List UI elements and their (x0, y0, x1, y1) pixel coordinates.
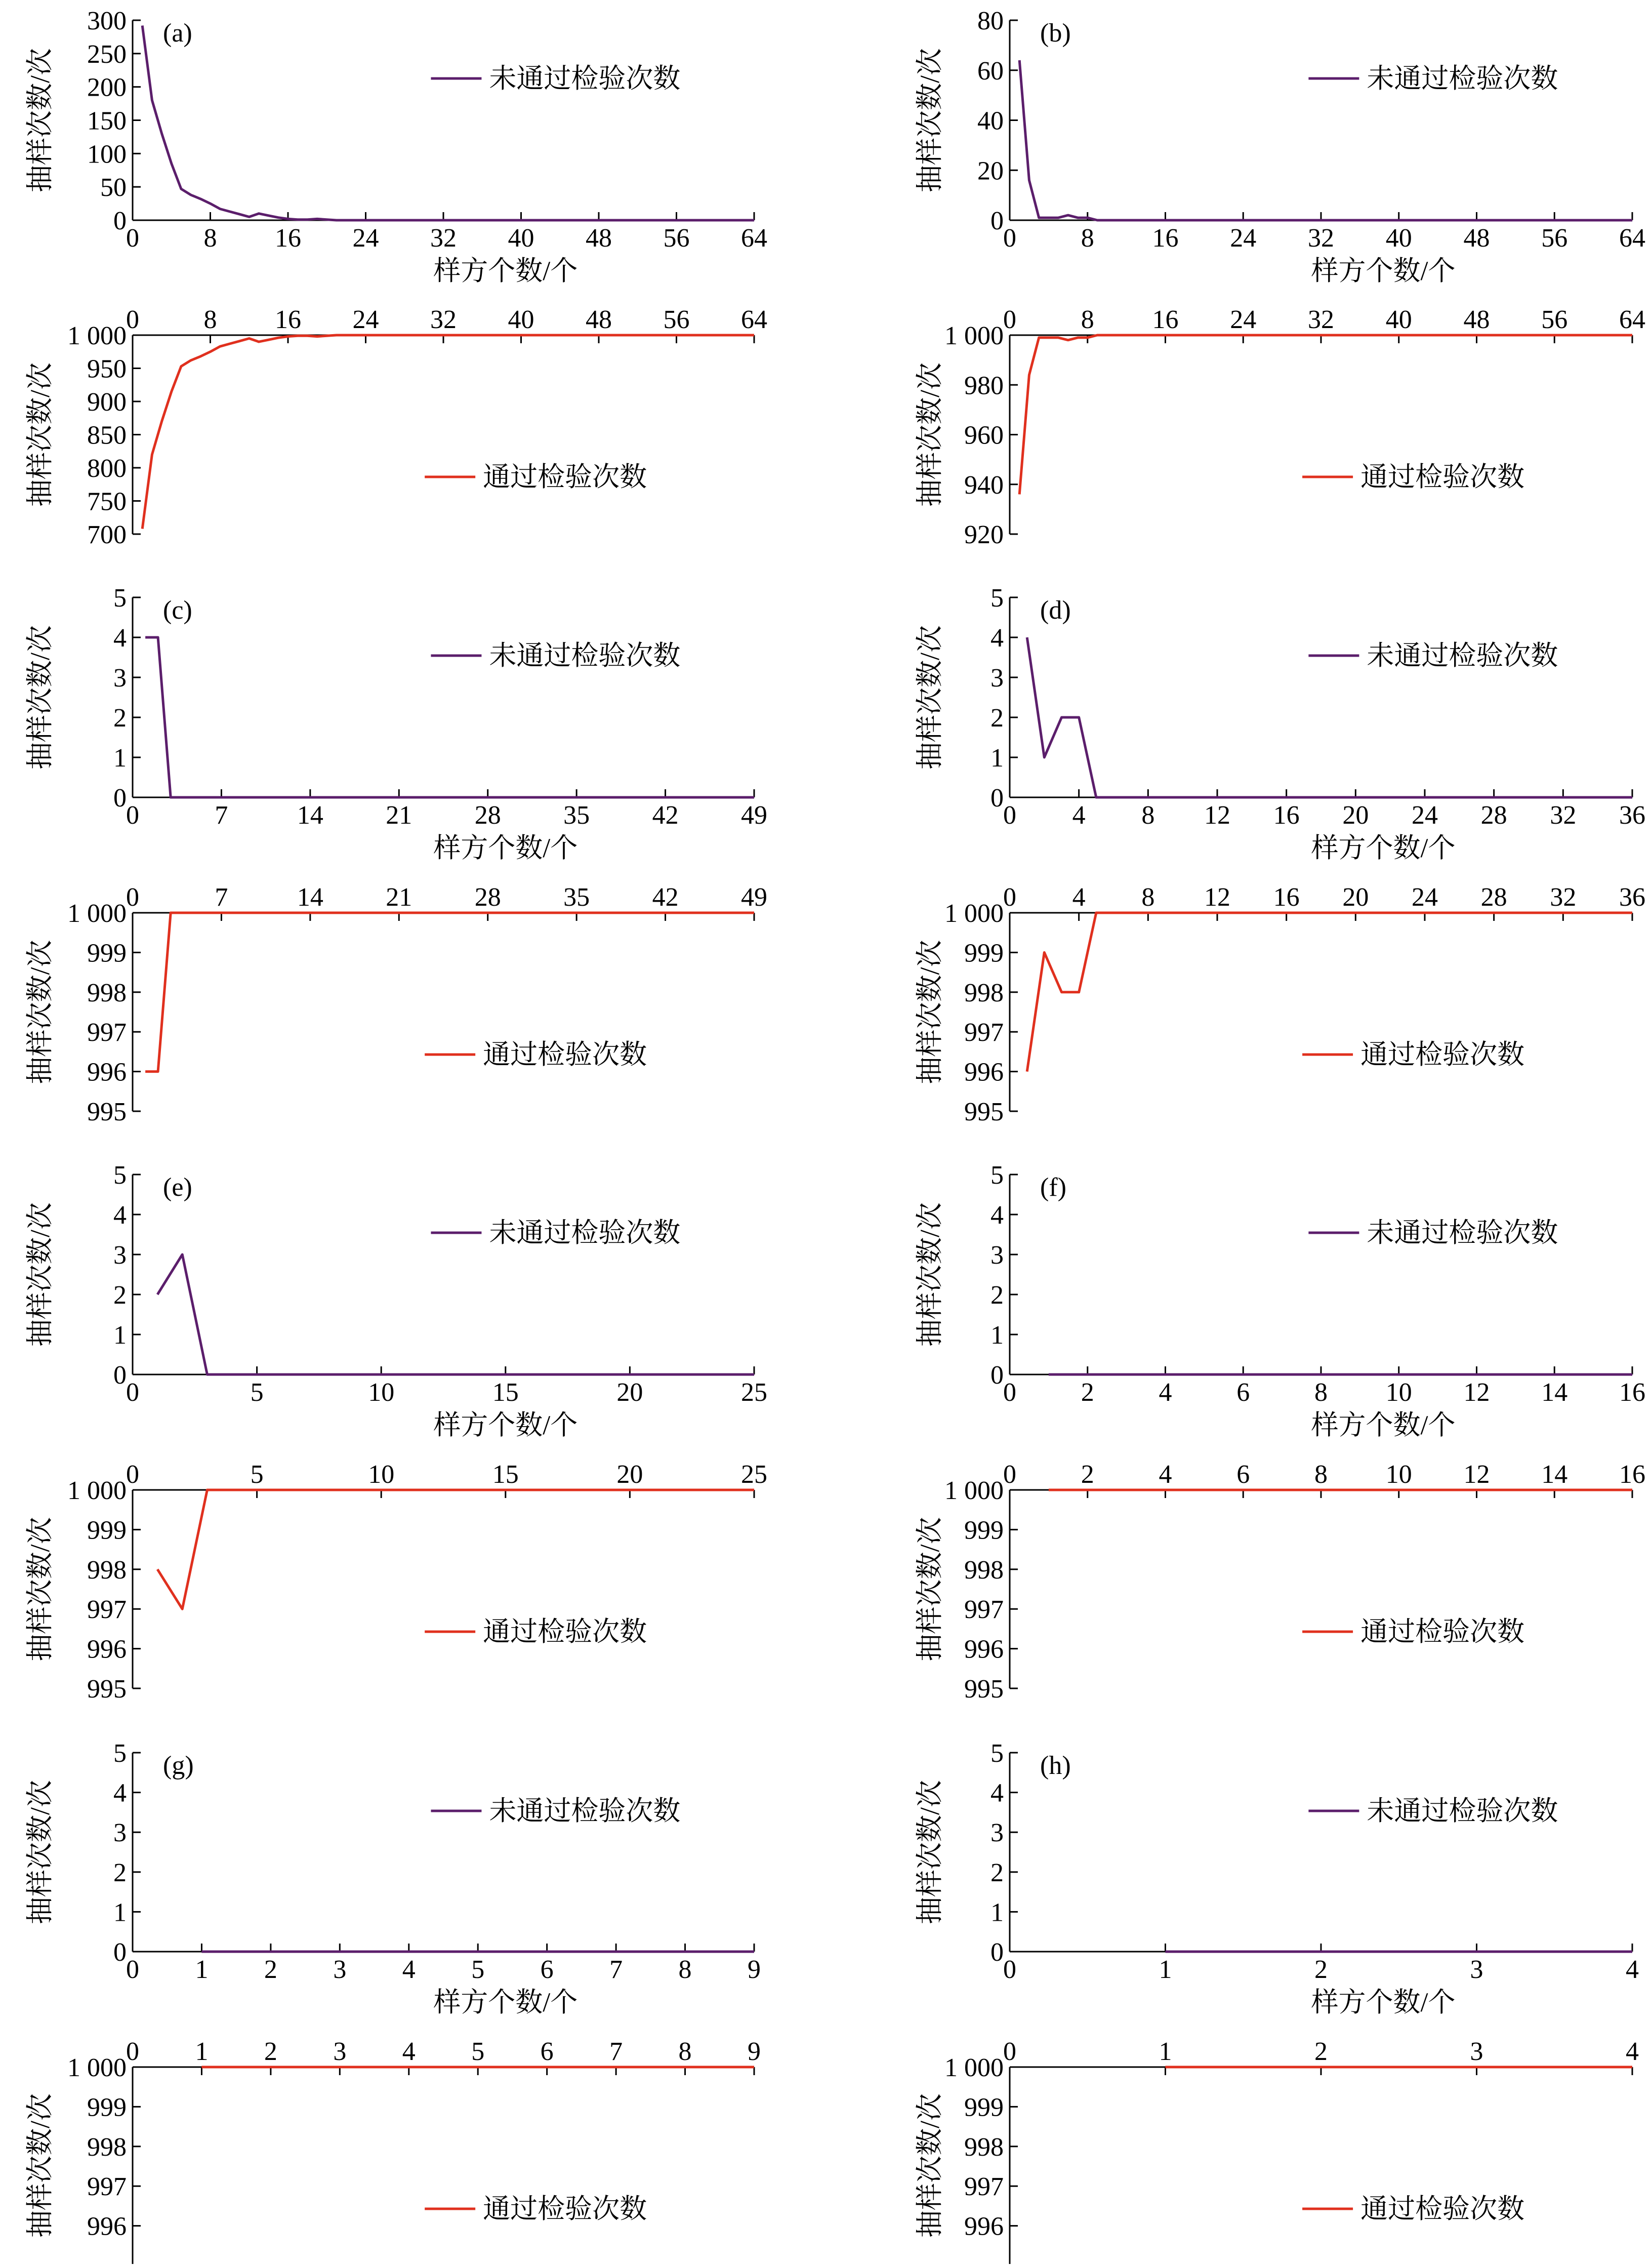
p0-fail-y-axis-label: 抽样次数/次 (25, 48, 55, 193)
p3-fail-y-tick-label: 0 (990, 784, 1004, 813)
p4-pass-y-tick-label: 999 (87, 1516, 127, 1545)
p6-fail-x-tick-label: 3 (333, 1955, 347, 1984)
p5-pass-y-tick-label: 998 (964, 1555, 1004, 1585)
p4-fail-y-tick-label: 4 (113, 1201, 127, 1230)
p7-fail-y-axis-label: 抽样次数/次 (915, 1779, 945, 1925)
p0-fail-x-tick-label: 64 (741, 224, 767, 253)
p3-pass-y-tick-label: 998 (964, 978, 1004, 1007)
p0-pass-y-tick-label: 800 (87, 454, 127, 483)
p3-fail-y-tick-label: 2 (990, 704, 1004, 733)
p3-fail-x-tick-label: 12 (1204, 801, 1230, 830)
p3-pass-y-tick-label: 996 (964, 1058, 1004, 1087)
p2-fail-x-tick-label: 0 (126, 801, 139, 830)
p7-pass-y-axis-label: 抽样次数/次 (915, 2093, 945, 2238)
p3-panel-label: (d) (1040, 596, 1071, 625)
p0-pass-y-tick-label: 850 (87, 421, 127, 450)
p4-x-axis-label: 样方个数/个 (433, 1410, 578, 1440)
p2-fail-x-tick-label: 42 (652, 801, 679, 830)
p7-fail-x-tick-label: 2 (1314, 1955, 1328, 1984)
p1-pass-x-tick-label: 64 (1619, 305, 1645, 334)
p5-pass-x-tick-label: 4 (1159, 1460, 1172, 1489)
p7-fail-y-tick-label: 2 (990, 1858, 1004, 1887)
p0-pass-legend-label: 通过检验次数 (483, 462, 647, 492)
p3-pass-x-tick-label: 12 (1204, 883, 1230, 912)
p6-pass-x-tick-label: 1 (195, 2037, 209, 2066)
p3-fail-x-tick-label: 32 (1550, 801, 1577, 830)
p7-pass-x-tick-label: 3 (1470, 2037, 1483, 2066)
p2-pass-y-tick-label: 1 000 (67, 899, 127, 928)
p0-fail-x-tick-label: 40 (508, 224, 534, 253)
p0-x-axis-label: 样方个数/个 (433, 256, 578, 286)
p0-pass-x-tick-label: 48 (586, 305, 612, 334)
p5-pass-y-tick-label: 997 (964, 1595, 1004, 1625)
p3-fail-x-tick-label: 0 (1003, 801, 1016, 830)
p0-pass-y-axis-label: 抽样次数/次 (25, 362, 55, 507)
p7-pass-y-tick-label: 997 (964, 2172, 1004, 2202)
p6-pass-x-tick-label: 9 (748, 2037, 761, 2066)
p1-pass-x-tick-label: 16 (1152, 305, 1179, 334)
p7-pass-legend-label: 通过检验次数 (1360, 2194, 1525, 2224)
p4-pass-x-tick-label: 25 (741, 1460, 767, 1489)
p1-pass-x-tick-label: 8 (1081, 305, 1094, 334)
p6-pass-legend-label: 通过检验次数 (483, 2194, 647, 2224)
p0-fail-y-tick-label: 250 (87, 39, 127, 69)
p4-pass-y-tick-label: 998 (87, 1555, 127, 1585)
p4-pass-y-tick-label: 997 (87, 1595, 127, 1625)
p1-pass-y-tick-label: 960 (964, 421, 1004, 450)
p4-panel-label: (e) (163, 1173, 192, 1202)
p1-pass-x-tick-label: 48 (1463, 305, 1490, 334)
p4-fail-series-line (157, 1255, 754, 1374)
p2-pass-legend-label: 通过检验次数 (483, 1039, 647, 1070)
p5-pass-legend-label: 通过检验次数 (1360, 1616, 1525, 1647)
p1-pass-legend-label: 通过检验次数 (1360, 462, 1525, 492)
p0-fail-y-tick-label: 200 (87, 73, 127, 102)
p2-pass-x-tick-label: 14 (297, 883, 323, 912)
p6-fail-x-tick-label: 5 (471, 1955, 485, 1984)
p1-pass-series-line (1019, 335, 1632, 494)
p4-fail-x-tick-label: 10 (368, 1378, 395, 1407)
p3-pass-legend-label: 通过检验次数 (1360, 1039, 1525, 1070)
p5-fail-y-tick-label: 1 (990, 1321, 1004, 1350)
p6-fail-y-tick-label: 2 (113, 1858, 127, 1887)
p1-panel-label: (b) (1040, 19, 1071, 48)
p5-pass-x-tick-label: 2 (1081, 1460, 1094, 1489)
p1-fail-y-tick-label: 40 (977, 106, 1004, 136)
p7-pass-y-tick-label: 998 (964, 2132, 1004, 2162)
p6-fail-y-tick-label: 4 (113, 1778, 127, 1808)
p2-panel-label: (c) (163, 596, 192, 625)
p6-fail-x-tick-label: 8 (678, 1955, 692, 1984)
p2-x-axis-label: 样方个数/个 (433, 833, 578, 863)
p1-fail-y-tick-label: 0 (990, 207, 1004, 235)
p5-pass-x-tick-label: 8 (1314, 1460, 1328, 1489)
p2-pass-y-tick-label: 995 (87, 1098, 127, 1126)
p3-pass-x-tick-label: 28 (1480, 883, 1507, 912)
p3-fail-y-tick-label: 4 (990, 624, 1004, 653)
p1-x-axis-label: 样方个数/个 (1311, 256, 1456, 286)
p5-x-axis-label: 样方个数/个 (1311, 1410, 1456, 1440)
p4-pass-y-tick-label: 995 (87, 1675, 127, 1704)
p0-pass-x-tick-label: 64 (741, 305, 767, 334)
p3-pass-y-tick-label: 999 (964, 939, 1004, 968)
p0-fail-x-tick-label: 24 (352, 224, 379, 253)
p5-pass-x-tick-label: 14 (1541, 1460, 1568, 1489)
p0-fail-x-tick-label: 32 (430, 224, 457, 253)
p0-fail-x-tick-label: 16 (275, 224, 301, 253)
p4-fail-x-tick-label: 5 (250, 1378, 264, 1407)
p3-pass-x-tick-label: 4 (1072, 883, 1086, 912)
p7-pass-y-tick-label: 999 (964, 2093, 1004, 2122)
p0-pass-series-line (142, 335, 754, 529)
p6-pass-y-tick-label: 998 (87, 2132, 127, 2162)
p6-pass-x-tick-label: 2 (264, 2037, 277, 2066)
p2-pass-x-tick-label: 28 (474, 883, 501, 912)
p0-fail-y-tick-label: 100 (87, 140, 127, 169)
p1-fail-x-tick-label: 0 (1003, 224, 1016, 253)
p3-pass-y-tick-label: 997 (964, 1018, 1004, 1047)
p6-fail-y-tick-label: 5 (113, 1739, 127, 1768)
p3-pass-x-tick-label: 8 (1141, 883, 1155, 912)
p6-pass-x-tick-label: 5 (471, 2037, 485, 2066)
p4-pass-series-line (157, 1490, 754, 1609)
p0-fail-y-tick-label: 0 (113, 207, 127, 235)
p0-fail-x-tick-label: 0 (126, 224, 139, 253)
p2-fail-y-tick-label: 0 (113, 784, 127, 813)
p2-pass-y-axis-label: 抽样次数/次 (25, 940, 55, 1084)
p3-pass-x-tick-label: 20 (1342, 883, 1369, 912)
p4-pass-x-tick-label: 0 (126, 1460, 139, 1489)
p5-pass-y-tick-label: 995 (964, 1675, 1004, 1704)
p1-pass-x-tick-label: 24 (1230, 305, 1257, 334)
p4-fail-y-tick-label: 3 (113, 1241, 127, 1270)
p4-fail-x-tick-label: 0 (126, 1378, 139, 1407)
p0-fail-x-tick-label: 48 (586, 224, 612, 253)
p7-fail-y-tick-label: 1 (990, 1898, 1004, 1927)
p1-pass-y-axis-label: 抽样次数/次 (915, 362, 945, 507)
p6-fail-x-tick-label: 4 (402, 1955, 416, 1984)
p7-pass-y-tick-label: 1 000 (944, 2053, 1004, 2082)
p2-pass-x-tick-label: 7 (215, 883, 228, 912)
p0-pass-x-tick-label: 0 (126, 305, 139, 334)
p4-fail-x-tick-label: 20 (616, 1378, 643, 1407)
p0-panel-label: (a) (163, 19, 192, 48)
p6-pass-y-tick-label: 1 000 (67, 2053, 127, 2082)
p7-fail-y-tick-label: 4 (990, 1778, 1004, 1808)
p0-fail-y-tick-label: 150 (87, 106, 127, 136)
p6-fail-y-axis-label: 抽样次数/次 (25, 1779, 55, 1925)
p5-fail-y-tick-label: 3 (990, 1241, 1004, 1270)
p1-fail-y-tick-label: 80 (977, 7, 1004, 35)
p1-pass-y-tick-label: 940 (964, 470, 1004, 500)
p2-fail-x-tick-label: 21 (386, 801, 412, 830)
p3-fail-y-axis-label: 抽样次数/次 (915, 625, 945, 770)
p3-fail-x-tick-label: 28 (1480, 801, 1507, 830)
p3-fail-y-tick-label: 3 (990, 664, 1004, 693)
p3-fail-x-tick-label: 8 (1141, 801, 1155, 830)
p2-pass-y-tick-label: 999 (87, 939, 127, 968)
p4-fail-y-tick-label: 0 (113, 1361, 127, 1390)
p1-pass-y-tick-label: 980 (964, 371, 1004, 400)
p1-pass-y-tick-label: 1 000 (944, 321, 1004, 350)
p6-fail-x-tick-label: 9 (748, 1955, 761, 1984)
p0-pass-y-tick-label: 700 (87, 520, 127, 549)
p3-fail-x-tick-label: 16 (1273, 801, 1300, 830)
p0-pass-x-tick-label: 24 (352, 305, 379, 334)
p3-pass-x-tick-label: 0 (1003, 883, 1016, 912)
p2-fail-y-tick-label: 1 (113, 744, 127, 773)
p5-pass-y-axis-label: 抽样次数/次 (915, 1517, 945, 1662)
p5-fail-y-axis-label: 抽样次数/次 (915, 1202, 945, 1347)
p5-fail-legend-label: 未通过检验次数 (1367, 1218, 1558, 1248)
p1-fail-y-axis-label: 抽样次数/次 (915, 48, 945, 193)
p5-fail-x-tick-label: 12 (1463, 1378, 1490, 1407)
p5-fail-x-tick-label: 14 (1541, 1378, 1568, 1407)
p4-pass-y-axis-label: 抽样次数/次 (25, 1517, 55, 1662)
p3-pass-x-tick-label: 16 (1273, 883, 1300, 912)
p0-fail-x-tick-label: 8 (203, 224, 217, 253)
p2-pass-y-tick-label: 998 (87, 978, 127, 1007)
p7-fail-x-tick-label: 3 (1470, 1955, 1483, 1984)
p4-pass-x-tick-label: 20 (616, 1460, 643, 1489)
p3-fail-legend-label: 未通过检验次数 (1367, 640, 1558, 671)
p0-fail-legend-label: 未通过检验次数 (489, 63, 681, 94)
p1-fail-legend-label: 未通过检验次数 (1367, 63, 1558, 94)
p3-fail-x-tick-label: 20 (1342, 801, 1369, 830)
p5-fail-y-tick-label: 4 (990, 1201, 1004, 1230)
p5-fail-x-tick-label: 2 (1081, 1378, 1094, 1407)
p5-pass-x-tick-label: 12 (1463, 1460, 1490, 1489)
p0-pass-x-tick-label: 16 (275, 305, 301, 334)
p2-pass-y-tick-label: 997 (87, 1018, 127, 1047)
p3-pass-series-line (1027, 913, 1632, 1072)
p5-pass-x-tick-label: 6 (1236, 1460, 1250, 1489)
p6-pass-x-tick-label: 7 (609, 2037, 623, 2066)
p2-pass-y-tick-label: 996 (87, 1058, 127, 1087)
p0-pass-y-tick-label: 1 000 (67, 321, 127, 350)
p6-pass-y-tick-label: 999 (87, 2093, 127, 2122)
p0-pass-x-tick-label: 8 (203, 305, 217, 334)
p6-fail-x-tick-label: 2 (264, 1955, 277, 1984)
p2-fail-x-tick-label: 28 (474, 801, 501, 830)
p1-fail-y-tick-label: 20 (977, 156, 1004, 186)
p0-pass-y-tick-label: 750 (87, 487, 127, 516)
p5-fail-x-tick-label: 4 (1159, 1378, 1172, 1407)
p1-fail-x-tick-label: 8 (1081, 224, 1094, 253)
p0-pass-x-tick-label: 40 (508, 305, 534, 334)
p2-pass-x-tick-label: 35 (563, 883, 590, 912)
p6-fail-x-tick-label: 0 (126, 1955, 139, 1984)
p4-pass-x-tick-label: 10 (368, 1460, 395, 1489)
p5-panel-label: (f) (1040, 1173, 1066, 1202)
p0-pass-y-tick-label: 900 (87, 388, 127, 417)
p0-fail-x-tick-label: 56 (663, 224, 690, 253)
p5-fail-x-tick-label: 10 (1385, 1378, 1412, 1407)
p4-fail-y-axis-label: 抽样次数/次 (25, 1202, 55, 1347)
p3-pass-y-tick-label: 1 000 (944, 899, 1004, 928)
p7-fail-x-tick-label: 1 (1159, 1955, 1172, 1984)
p5-pass-y-tick-label: 999 (964, 1516, 1004, 1545)
p5-pass-y-tick-label: 996 (964, 1635, 1004, 1664)
p1-fail-x-tick-label: 48 (1463, 224, 1490, 253)
p5-fail-x-tick-label: 0 (1003, 1378, 1016, 1407)
p3-x-axis-label: 样方个数/个 (1311, 833, 1456, 863)
p6-pass-y-tick-label: 997 (87, 2172, 127, 2202)
p6-fail-y-tick-label: 1 (113, 1898, 127, 1927)
p3-fail-y-tick-label: 1 (990, 744, 1004, 773)
p6-fail-x-tick-label: 1 (195, 1955, 209, 1984)
p4-fail-x-tick-label: 15 (492, 1378, 519, 1407)
p1-fail-x-tick-label: 40 (1385, 224, 1412, 253)
p4-fail-legend-label: 未通过检验次数 (489, 1218, 681, 1248)
p4-pass-x-tick-label: 5 (250, 1460, 264, 1489)
p2-fail-legend-label: 未通过检验次数 (489, 640, 681, 671)
p5-fail-y-tick-label: 0 (990, 1361, 1004, 1390)
p3-fail-x-tick-label: 4 (1072, 801, 1086, 830)
p5-fail-x-tick-label: 16 (1619, 1378, 1645, 1407)
p5-pass-x-tick-label: 16 (1619, 1460, 1645, 1489)
p3-pass-x-tick-label: 36 (1619, 883, 1645, 912)
p6-pass-y-tick-label: 996 (87, 2212, 127, 2241)
p2-fail-y-tick-label: 2 (113, 704, 127, 733)
p3-fail-x-tick-label: 36 (1619, 801, 1645, 830)
p6-fail-x-tick-label: 6 (540, 1955, 554, 1984)
p3-pass-x-tick-label: 32 (1550, 883, 1577, 912)
p5-fail-x-tick-label: 6 (1236, 1378, 1250, 1407)
p2-fail-x-tick-label: 7 (215, 801, 228, 830)
p0-pass-x-tick-label: 32 (430, 305, 457, 334)
p0-fail-y-tick-label: 300 (87, 7, 127, 35)
p4-pass-x-tick-label: 15 (492, 1460, 519, 1489)
p4-fail-y-tick-label: 2 (113, 1281, 127, 1310)
p3-fail-y-tick-label: 5 (990, 584, 1004, 613)
p7-fail-y-tick-label: 5 (990, 1739, 1004, 1768)
p7-pass-x-tick-label: 2 (1314, 2037, 1328, 2066)
p1-pass-y-tick-label: 920 (964, 520, 1004, 549)
p6-fail-y-tick-label: 3 (113, 1818, 127, 1848)
p1-pass-x-tick-label: 40 (1385, 305, 1412, 334)
p4-pass-y-tick-label: 996 (87, 1635, 127, 1664)
p5-fail-y-tick-label: 5 (990, 1161, 1004, 1190)
p7-pass-y-tick-label: 996 (964, 2212, 1004, 2241)
p2-fail-x-tick-label: 35 (563, 801, 590, 830)
p0-pass-y-tick-label: 950 (87, 354, 127, 384)
p2-pass-x-tick-label: 0 (126, 883, 139, 912)
p6-pass-x-tick-label: 4 (402, 2037, 416, 2066)
p2-fail-y-tick-label: 3 (113, 664, 127, 693)
p1-fail-x-tick-label: 56 (1541, 224, 1568, 253)
p6-pass-x-tick-label: 8 (678, 2037, 692, 2066)
p2-fail-y-tick-label: 4 (113, 624, 127, 653)
p6-pass-x-tick-label: 0 (126, 2037, 139, 2066)
p7-fail-x-tick-label: 0 (1003, 1955, 1016, 1984)
p5-pass-x-tick-label: 10 (1385, 1460, 1412, 1489)
p7-pass-x-tick-label: 4 (1626, 2037, 1639, 2066)
p2-fail-y-tick-label: 5 (113, 584, 127, 613)
p4-pass-legend-label: 通过检验次数 (483, 1616, 647, 1647)
p7-panel-label: (h) (1040, 1751, 1071, 1780)
p5-pass-y-tick-label: 1 000 (944, 1476, 1004, 1505)
p3-pass-y-axis-label: 抽样次数/次 (915, 940, 945, 1084)
p2-pass-x-tick-label: 42 (652, 883, 679, 912)
p4-fail-y-tick-label: 5 (113, 1161, 127, 1190)
p0-fail-y-tick-label: 50 (100, 173, 127, 203)
p6-fail-y-tick-label: 0 (113, 1938, 127, 1967)
p7-fail-y-tick-label: 0 (990, 1938, 1004, 1967)
p6-x-axis-label: 样方个数/个 (433, 1987, 578, 2017)
p7-fail-legend-label: 未通过检验次数 (1367, 1796, 1558, 1826)
p7-fail-x-tick-label: 4 (1626, 1955, 1639, 1984)
p4-fail-x-tick-label: 25 (741, 1378, 767, 1407)
p6-fail-legend-label: 未通过检验次数 (489, 1796, 681, 1826)
p7-pass-x-tick-label: 1 (1159, 2037, 1172, 2066)
p2-fail-x-tick-label: 49 (741, 801, 767, 830)
p2-pass-x-tick-label: 21 (386, 883, 412, 912)
p1-pass-x-tick-label: 0 (1003, 305, 1016, 334)
p1-fail-x-tick-label: 24 (1230, 224, 1257, 253)
p2-fail-y-axis-label: 抽样次数/次 (25, 625, 55, 770)
p1-fail-x-tick-label: 16 (1152, 224, 1179, 253)
p2-fail-x-tick-label: 14 (297, 801, 323, 830)
p4-pass-y-tick-label: 1 000 (67, 1476, 127, 1505)
p7-x-axis-label: 样方个数/个 (1311, 1987, 1456, 2017)
p1-pass-x-tick-label: 32 (1308, 305, 1334, 334)
p2-pass-series-line (145, 913, 754, 1072)
p5-fail-x-tick-label: 8 (1314, 1378, 1328, 1407)
p1-fail-x-tick-label: 32 (1308, 224, 1334, 253)
p0-pass-x-tick-label: 56 (663, 305, 690, 334)
p6-fail-x-tick-label: 7 (609, 1955, 623, 1984)
p7-fail-y-tick-label: 3 (990, 1818, 1004, 1848)
p7-pass-x-tick-label: 0 (1003, 2037, 1016, 2066)
p6-pass-x-tick-label: 6 (540, 2037, 554, 2066)
p3-pass-y-tick-label: 995 (964, 1098, 1004, 1126)
p0-fail-series-line (142, 26, 754, 221)
p1-fail-y-tick-label: 60 (977, 56, 1004, 86)
p2-pass-x-tick-label: 49 (741, 883, 767, 912)
p3-fail-x-tick-label: 24 (1412, 801, 1438, 830)
p6-panel-label: (g) (163, 1751, 194, 1780)
p1-fail-x-tick-label: 64 (1619, 224, 1645, 253)
p5-pass-x-tick-label: 0 (1003, 1460, 1016, 1489)
p1-pass-x-tick-label: 56 (1541, 305, 1568, 334)
p6-pass-y-axis-label: 抽样次数/次 (25, 2093, 55, 2238)
p3-pass-x-tick-label: 24 (1412, 883, 1438, 912)
p4-fail-y-tick-label: 1 (113, 1321, 127, 1350)
p5-fail-y-tick-label: 2 (990, 1281, 1004, 1310)
p6-pass-x-tick-label: 3 (333, 2037, 347, 2066)
